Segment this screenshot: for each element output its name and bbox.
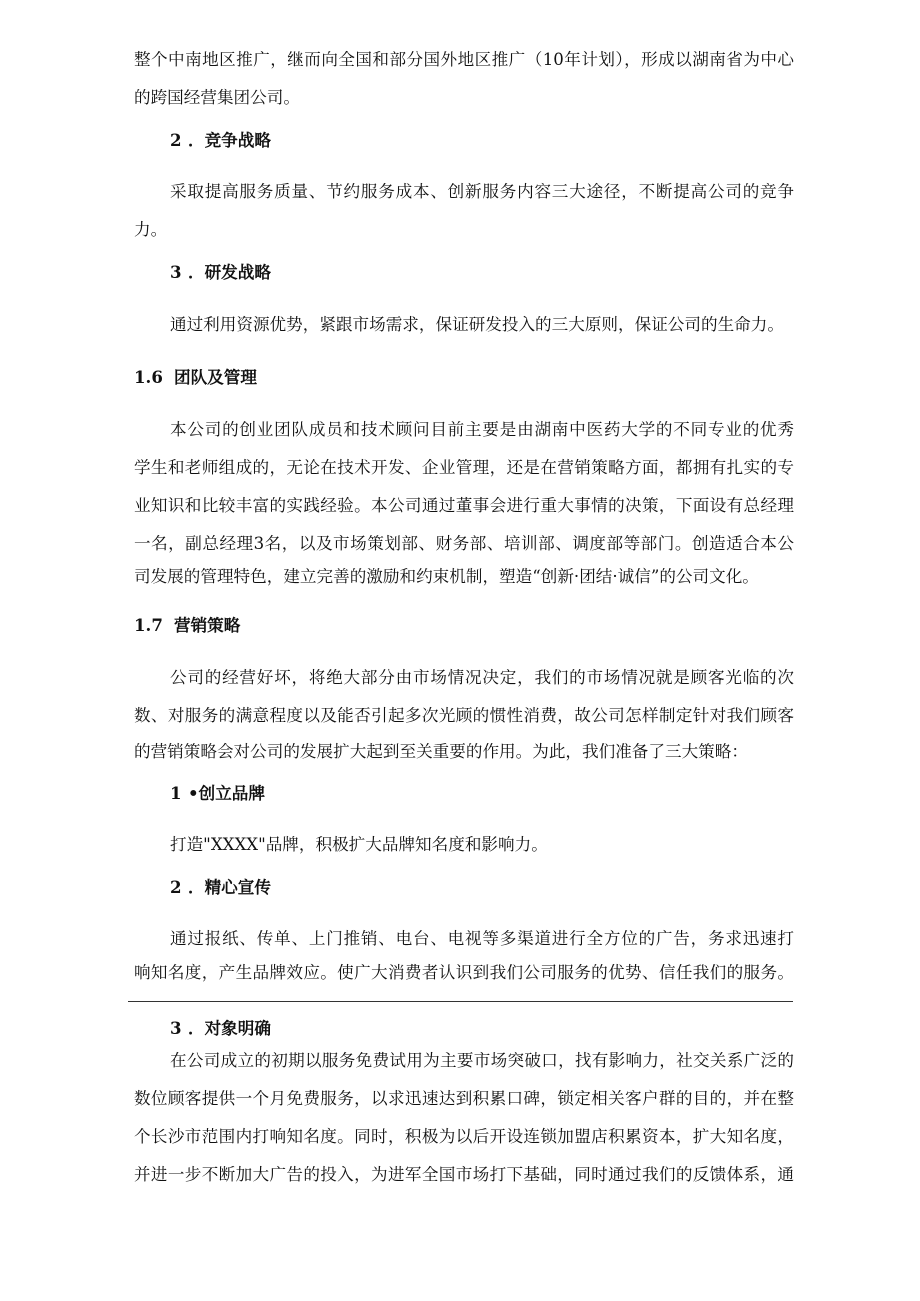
subsection-heading-promotion: [170, 876, 271, 898]
paragraph-line: 学生和老师组成的，无论在技术开发、企业管理，还是在营销策略方面，都拥有扎实的专: [134, 458, 794, 477]
subsection-heading-target: [170, 1017, 271, 1039]
paragraph-line: 公司的经营好坏，将绝大部分由市场情况决定，我们的市场情况就是顾客光临的次: [170, 668, 794, 687]
paragraph-line: 在公司成立的初期以服务免费试用为主要市场突破口，找有影响力，社交关系广泛的: [170, 1051, 794, 1070]
section-heading-team-management: [134, 366, 257, 388]
paragraph-line: 司发展的管理特色，建立完善的激励和约束机制，塑造“创新·团结·诚信”的公司文化。: [134, 567, 759, 586]
heading-number: 3: [170, 262, 182, 282]
heading-title: 团队及管理: [174, 367, 257, 387]
heading-number: 1.6: [134, 367, 163, 387]
paragraph-line: 打造"XXXX"品牌，积极扩大品牌知名度和影响力。: [170, 835, 548, 854]
paragraph-line: 的跨国经营集团公司。: [134, 88, 300, 107]
subsection-heading-rd-strategy: [170, 261, 271, 283]
heading-title: ．精心宣传: [188, 877, 271, 897]
subsection-heading-competition-strategy: [170, 129, 271, 151]
heading-number: 1: [170, 783, 182, 803]
section-heading-marketing-strategy: [134, 614, 240, 636]
paragraph-line: 并进一步不断加大广告的投入，为进军全国市场打下基础，同时通过我们的反馈体系，通: [134, 1165, 794, 1184]
paragraph-line: 整个中南地区推广，继而向全国和部分国外地区推广（10年计划），形成以湖南省为中心: [134, 50, 794, 69]
heading-title: •创立品牌: [188, 783, 265, 803]
paragraph-line: 的营销策略会对公司的发展扩大起到至关重要的作用。为此，我们准备了三大策略：: [134, 742, 748, 761]
paragraph-line: 业知识和比较丰富的实践经验。本公司通过董事会进行重大事情的决策，下面设有总经理: [134, 496, 794, 515]
heading-number: 2: [170, 130, 182, 150]
paragraph-line: 通过报纸、传单、上门推销、电台、电视等多渠道进行全方位的广告，务求迅速打: [170, 929, 794, 948]
heading-title: ．研发战略: [188, 262, 271, 282]
subsection-heading-brand: [170, 782, 265, 804]
horizontal-divider: [128, 1001, 793, 1002]
heading-title: ．对象明确: [188, 1018, 271, 1038]
paragraph-line: 力。: [134, 220, 168, 239]
paragraph-line: 采取提高服务质量、节约服务成本、创新服务内容三大途径，不断提高公司的竞争: [170, 182, 794, 201]
paragraph-line: 数位顾客提供一个月免费服务，以求迅速达到积累口碑，锁定相关客户群的目的，并在整: [134, 1089, 794, 1108]
paragraph-line: 个长沙市范围内打响知名度。同时，积极为以后开设连锁加盟店积累资本，扩大知名度，: [134, 1127, 794, 1146]
paragraph-line: 数、对服务的满意程度以及能否引起多次光顾的惯性消费，故公司怎样制定针对我们顾客: [134, 706, 794, 725]
heading-title: 营销策略: [174, 615, 241, 635]
heading-number: 3: [170, 1018, 182, 1038]
paragraph-line: 本公司的创业团队成员和技术顾问目前主要是由湖南中医药大学的不同专业的优秀: [170, 420, 794, 439]
paragraph-line: 响知名度，产生品牌效应。使广大消费者认识到我们公司服务的优势、信任我们的服务。: [134, 963, 794, 982]
heading-title: ．竞争战略: [188, 130, 271, 150]
heading-number: 2: [170, 877, 182, 897]
paragraph-line: 一名，副总经理3名，以及市场策划部、财务部、培训部、调度部等部门。创造适合本公: [134, 534, 794, 553]
paragraph-line: 通过利用资源优势，紧跟市场需求，保证研发投入的三大原则，保证公司的生命力。: [170, 315, 784, 334]
heading-number: 1.7: [134, 615, 163, 635]
